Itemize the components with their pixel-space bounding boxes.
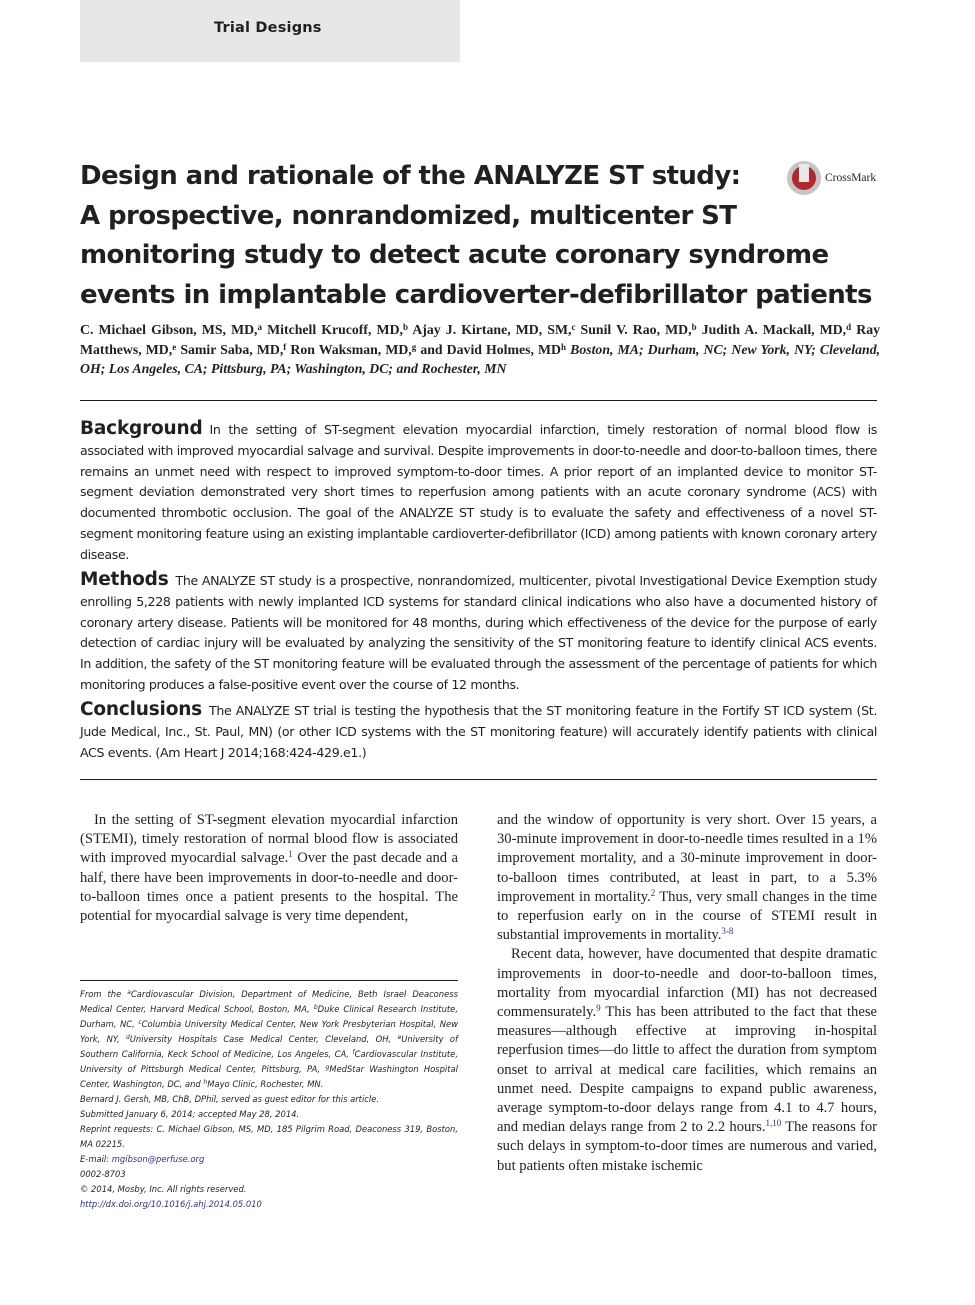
author: Samir Saba, MD, [180, 341, 284, 357]
author-affil-marker: b [691, 322, 697, 332]
email-line [80, 1152, 458, 1167]
author: and David Holmes, MD [420, 341, 562, 357]
title-line: Design and rationale of the ANALYZE ST study: [80, 161, 741, 191]
body-text: In the setting of ST-segment elevation myocardial infarction (STEMI), timely restoration of normal blood flow is associated with improved myocardial salvage. [80, 812, 458, 867]
author: Ray Matthews, MD, [80, 322, 881, 357]
abstract-heading: Background [80, 418, 203, 439]
abstract-heading: Methods [80, 569, 169, 590]
section-label: Trial Designs [214, 20, 322, 36]
author-affil-marker: h [561, 341, 567, 352]
body-paragraph [497, 945, 877, 1175]
abstract-conclusions [80, 700, 877, 763]
affiliation: Duke Clinical Research Institute, Durham, NC, [80, 1004, 458, 1029]
affil-marker: e [397, 1034, 402, 1041]
abstract-text: In the setting of ST-segment elevation myocardial infarction, timely restoration of normal blood flow is associated with improved myocardial salvage and survival. Despite improvements in door-to-needle and door-to-balloon times, there remains an unmet need with respect to improved symptom-to-door times. A prior report of an implanted device to monitor ST-segment deviation demonstrated very short times to reperfusion among patients with an acute coronary syndrome (ACS) with documented thrombotic occlusion. The goal of the ANALYZE ST study is to evaluate the safety and effectiveness of a novel ST-segment monitoring feature using an existing implantable cardioverter-defibrillator (ICD) among patients with known coronary artery disease. [80, 422, 877, 562]
author-affil-marker: d [846, 322, 852, 332]
footnote-rule [80, 980, 458, 981]
affil-marker: a [127, 989, 131, 996]
author-affil-marker: b [402, 322, 408, 332]
body-text: Thus, very small changes in the time to reperfusion early on in the course of STEMI result in substantial improvements in mortality. [497, 888, 877, 944]
copyright: © 2014, Mosby, Inc. All rights reserved. [80, 1184, 247, 1194]
affiliation: Cardiovascular Division, Department of Medicine, Beth Israel Deaconess Medical Center, Harvard Medical School, Boston, MA, [80, 989, 458, 1014]
body-text: The reasons for such delays in symptom-to-door times are numerous and varied, but patients often mistake ischemic [497, 1119, 877, 1174]
author-affil-marker: g [411, 341, 417, 352]
affil-marker: c [138, 1019, 142, 1026]
issn: 0002-8703 [80, 1169, 126, 1179]
abstract-methods [80, 570, 877, 696]
body-text: and the window of opportunity is very short. Over 15 years, a 30-minute improvement in door-to-needle times resulted in a 1% improvement mortality, and a 30-minute improvement in door-to-balloon times contributed, at least in part, to a 5.3% improvement in mortality. [497, 812, 877, 905]
author: Judith A. Mackall, MD, [701, 322, 847, 337]
affiliation: Mayo Clinic, Rochester, MN. [207, 1079, 324, 1089]
body-paragraph [80, 811, 458, 926]
affil-marker: g [325, 1064, 330, 1071]
author-affil-marker: a [257, 322, 263, 332]
affil-prefix: From the [80, 989, 122, 999]
affil-marker: f [352, 1049, 355, 1056]
author: Mitchell Krucoff, MD, [267, 322, 403, 337]
crossmark-badge[interactable] [787, 161, 887, 197]
guest-editor-note: Bernard J. Gersh, MB, ChB, DPhil, served as guest editor for this article. [80, 1094, 380, 1104]
abstract-top-rule [80, 400, 877, 401]
affiliation: Columbia University Medical Center, New York Presbyterian Hospital, New York, NY, [80, 1019, 458, 1044]
affil-marker: b [313, 1004, 318, 1011]
affiliation: University Hospitals Case Medical Center, Cleveland, OH, [129, 1034, 392, 1044]
author-list [80, 320, 880, 379]
doi-link[interactable]: http://dx.doi.org/10.1016/j.ahj.2014.05.010 [80, 1199, 262, 1209]
abstract-text: The ANALYZE ST trial is testing the hypothesis that the ST monitoring feature in the Fortify ST ICD system (St. Jude Medical, Inc., St. Paul, MN) (or other ICD systems with the ST monitoring feature) will accurately identify patients with clinical ACS events. (Am Heart J 2014;168:424-429.e1.) [80, 703, 877, 760]
title-line: monitoring study to detect acute coronary syndrome [80, 240, 829, 270]
crossmark-icon [787, 161, 821, 195]
affiliation: Cardiovascular Institute, University of Pittsburgh Medical Center, Pittsburg, PA, [80, 1049, 458, 1074]
body-text: Recent data, however, have documented that despite dramatic improvements in door-to-needle and door-to-balloon times, mortality from myocardial infarction (MI) has not decreased commensurately. [497, 946, 877, 1021]
author: Ajay J. Kirtane, MD, SM, [412, 322, 572, 337]
email-link[interactable]: mgibson@perfuse.org [111, 1154, 205, 1164]
author: Ron Waksman, MD, [290, 341, 412, 357]
citation-link[interactable]: 1,10 [765, 1118, 782, 1129]
abstract-bottom-rule [80, 779, 877, 780]
citation-link[interactable]: 1 [288, 849, 293, 860]
reprint-requests: Reprint requests: C. Michael Gibson, MS, MD, 185 Pilgrim Road, Deaconess 319, Boston, MA 02215. [80, 1124, 458, 1149]
body-paragraph [497, 811, 877, 945]
email-label: E-mail: [80, 1154, 110, 1164]
body-column-left [80, 811, 458, 926]
author-locations: Boston, MA; Durham, NC; New York, NY; Cleveland, OH; Los Angeles, CA; Pittsburg, PA; Washington, DC; and Rochester, MN [80, 341, 881, 376]
body-text: This has been attributed to the fact that these measures—although effective at improving in-hospital reperfusion times—do little to affect the duration from symptom onset to arrival at medical care facilities, which remains an unmet need. Despite campaigns to expand public awareness, average symptom-to-door delays range from 4.1 to 4.7 hours, and median delays range from 2 to 2.2 hours. [497, 1004, 877, 1136]
author-affil-marker: e [172, 341, 177, 352]
submission-dates: Submitted January 6, 2014; accepted May 28, 2014. [80, 1109, 300, 1119]
abstract-background [80, 419, 877, 566]
abstract-heading: Conclusions [80, 699, 202, 720]
affiliation: University of Southern California, Keck School of Medicine, Los Angeles, CA, [80, 1034, 458, 1059]
body-text: Over the past decade and a half, there have been improvements in door-to-needle and door-to-balloon times once a patient presents to the hospital. The potential for myocardial salvage is very time dependent, [80, 850, 458, 925]
crossmark-label: CrossMark [825, 172, 877, 184]
author: C. Michael Gibson, MS, MD, [80, 322, 258, 337]
author-affil-marker: f [283, 341, 287, 352]
affil-marker: h [203, 1079, 208, 1086]
affiliation: MedStar Washington Hospital Center, Washington, DC, and [80, 1064, 458, 1089]
author-affil-marker: c [571, 322, 576, 332]
citation-link[interactable]: 9 [596, 1003, 601, 1014]
abstract-text: The ANALYZE ST study is a prospective, nonrandomized, multicenter, pivotal Investigational Device Exemption study enrolling 5,228 patients with newly implanted ICD systems for standard clinical indications who also have a documented history of coronary artery disease. Patients will be monitored for 48 months, during which effectiveness of the device for the purpose of early detection of cardiac injury will be evaluated by analyzing the sensitivity of the ST monitoring feature to identify clinical ACS events. In addition, the safety of the ST monitoring feature will be evaluated through the assessment of the percentage of patients for which monitoring produces a false-positive event over the course of 12 months. [80, 573, 877, 692]
citation-link[interactable]: 3-8 [721, 926, 734, 937]
title-line: A prospective, nonrandomized, multicenter ST [80, 200, 737, 231]
author: Sunil V. Rao, MD, [580, 322, 692, 337]
affiliations [80, 987, 458, 1092]
footnotes [80, 987, 458, 1212]
title-line: events in implantable cardioverter-defibrillator patients [80, 279, 872, 310]
body-column-right [497, 811, 877, 1176]
citation-link[interactable]: 2 [650, 887, 656, 898]
affil-marker: d [125, 1034, 130, 1041]
